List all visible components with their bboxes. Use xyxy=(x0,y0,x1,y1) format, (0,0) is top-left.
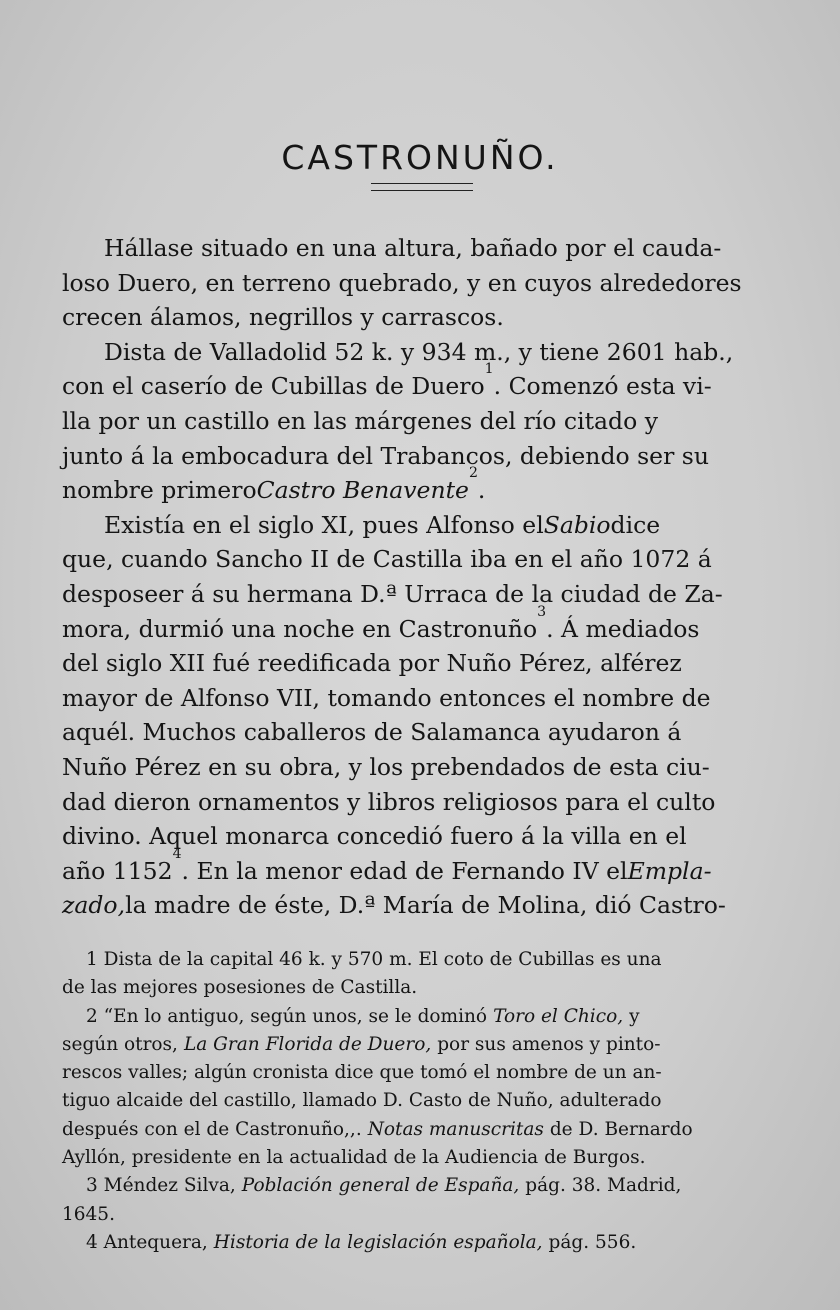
text-line: crecen álamos, negrillos y carrascos. xyxy=(62,303,504,332)
footnote-ref-2: 2 xyxy=(468,465,478,482)
text-line: Nuño Pérez en su obra, y los prebendados de esta ciu- xyxy=(62,752,710,781)
footnote-ref-4: 4 xyxy=(172,845,182,862)
footnote-ref-3: 3 xyxy=(537,603,547,620)
text-line: junto á la embocadura del Trabancos, debiendo ser su xyxy=(62,441,709,470)
footnotes xyxy=(62,946,784,1257)
footnote-line: tiguo alcaide del castillo, llamado D. Casto de Nuño, adulterado xyxy=(62,1090,662,1112)
footnote-line: rescos valles; algún cronista dice que tomó el nombre de un an- xyxy=(62,1062,662,1084)
text-line: lla por un castillo en las márgenes del río citado y xyxy=(62,406,658,435)
footnote-line: según otros, La Gran Florida de Duero, por sus amenos y pinto- xyxy=(62,1033,661,1055)
text-line: loso Duero, en terreno quebrado, y en cuyos alrededores xyxy=(62,268,742,297)
text-line: con el caserío de Cubillas de Duero 1 . Comenzó esta vi- xyxy=(62,369,784,404)
page-title: CASTRONUÑO. xyxy=(281,138,559,177)
footnote-line: 3 Méndez Silva, Población general de España, pág. 38. Madrid, xyxy=(86,1175,682,1197)
footnote-line: Ayllón, presidente en la actualidad de la Audiencia de Burgos. xyxy=(62,1147,646,1169)
text-line: del siglo XII fué reedificada por Nuño Pérez, alférez xyxy=(62,649,682,678)
text-line: Existía en el siglo XI, pues Alfonso el Sabio dice xyxy=(104,510,661,539)
text-line: aquél. Muchos caballeros de Salamanca ayudaron á xyxy=(62,718,682,747)
footnote-line: 1645. xyxy=(62,1203,115,1225)
title-double-rule xyxy=(371,183,473,191)
text-line: desposeer á su hermana D.ª Urraca de la ciudad de Za- xyxy=(62,579,723,608)
text-line: nombre primero Castro Benavente 2 . xyxy=(62,473,784,508)
footnote-line: 1 Dista de la capital 46 k. y 570 m. El coto de Cubillas es una xyxy=(86,949,662,970)
main-text xyxy=(62,231,784,923)
text-line: año 1152 4 . En la menor edad de Fernando IV el Empla- xyxy=(62,854,784,889)
text-line: divino. Aquel monarca concedió fuero á la villa en el xyxy=(62,822,687,851)
text-line: mora, durmió una noche en Castronuño 3 . Á mediados xyxy=(62,612,784,647)
footnote-ref-1: 1 xyxy=(484,361,494,378)
text-line: que, cuando Sancho II de Castilla iba en el año 1072 á xyxy=(62,545,712,574)
footnote-line: de las mejores posesiones de Castilla. xyxy=(62,977,418,999)
text-line: mayor de Alfonso VII, tomando entonces el nombre de xyxy=(62,683,711,712)
text-line: Hállase situado en una altura, bañado por el cauda- xyxy=(104,234,722,262)
text-line: dad dieron ornamentos y libros religiosos para el culto xyxy=(62,787,716,816)
text-line: zado, la madre de éste, D.ª María de Molina, dió Castro- xyxy=(62,891,726,920)
text-line: Dista de Valladolid 52 k. y 934 m., y tiene 2601 hab., xyxy=(104,337,734,366)
footnote-line: después con el de Castronuño,,. Notas manuscritas de D. Bernardo xyxy=(62,1118,693,1140)
footnote-line: 2 “En lo antiguo, según unos, se le dominó Toro el Chico, y xyxy=(86,1005,640,1027)
footnote-line: 4 Antequera, Historia de la legislación española, pág. 556. xyxy=(86,1231,637,1253)
